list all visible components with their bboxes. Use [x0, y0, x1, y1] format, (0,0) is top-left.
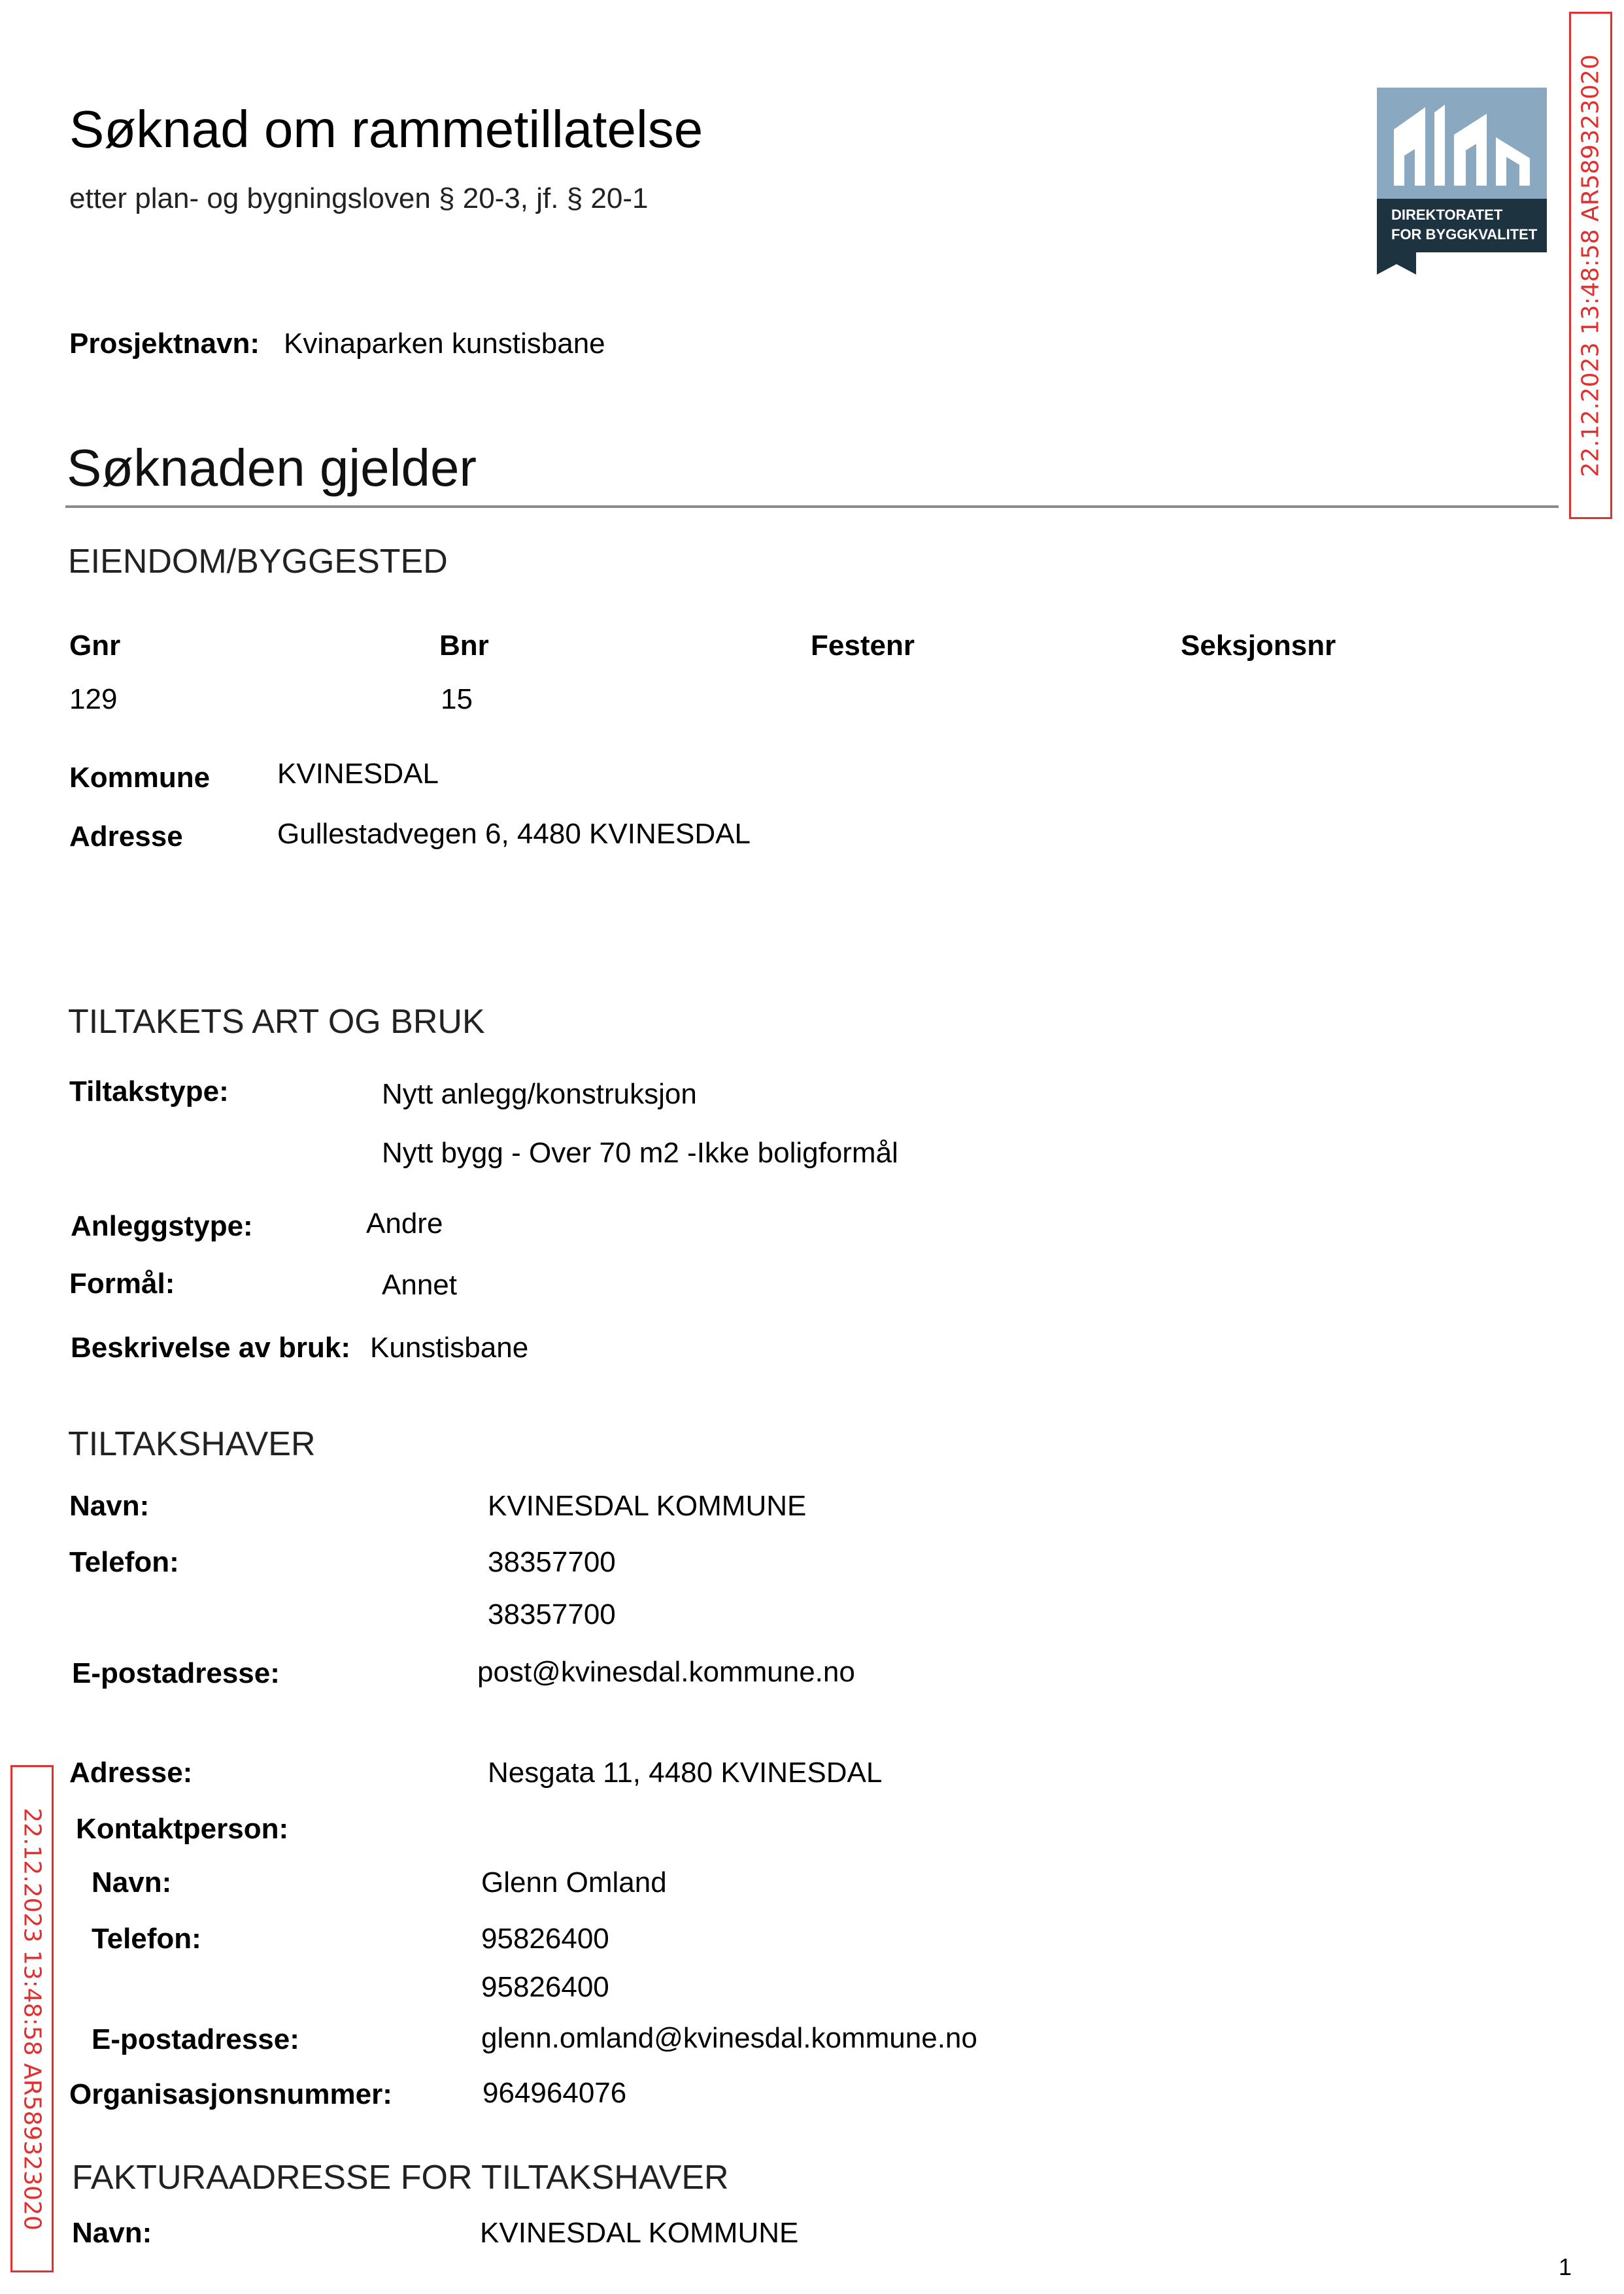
document-subtitle: etter plan- og bygningsloven § 20-3, jf. § 20-1 — [69, 182, 649, 214]
kommune-value: KVINESDAL — [277, 758, 439, 790]
tiltakshaver-epost-value: post@kvinesdal.kommune.no — [477, 1656, 855, 1688]
tiltakshaver-telefon-value-1: 38357700 — [488, 1546, 616, 1578]
tiltakstype-value-2: Nytt bygg - Over 70 m2 -Ikke boligformål — [382, 1137, 898, 1169]
tiltakshaver-adresse-value: Nesgata 11, 4480 KVINESDAL — [488, 1757, 883, 1789]
document-title: Søknad om rammetillatelse — [69, 100, 703, 158]
date-stamp-top: 22.12.2023 13:48:58 AR589323020 — [1569, 12, 1612, 519]
beskrivelse-label: Beskrivelse av bruk: — [71, 1332, 351, 1364]
orgnr-label: Organisasjonsnummer: — [69, 2078, 392, 2110]
project-name-value: Kvinaparken kunstisbane — [284, 328, 605, 360]
section-divider — [65, 505, 1559, 508]
tiltakshaver-navn-label: Navn: — [69, 1490, 150, 1522]
formal-label: Formål: — [69, 1268, 175, 1300]
kontakt-navn-value: Glenn Omland — [481, 1866, 667, 1898]
section-title: Søknaden gjelder — [67, 439, 477, 497]
kontakt-epost-value: glenn.omland@kvinesdal.kommune.no — [481, 2022, 977, 2054]
anleggstype-label: Anleggstype: — [71, 1210, 253, 1242]
eiendom-heading: EIENDOM/BYGGESTED — [68, 543, 448, 581]
kontakt-telefon-value-1: 95826400 — [481, 1923, 609, 1955]
festenr-label: Festenr — [811, 630, 915, 662]
tiltakstype-label: Tiltakstype: — [69, 1075, 229, 1107]
logo-text-line1: DIREKTORATET — [1391, 207, 1503, 223]
bnr-label: Bnr — [439, 630, 489, 662]
tiltak-heading: TILTAKETS ART OG BRUK — [68, 1003, 485, 1041]
dibk-logo — [1377, 88, 1547, 275]
logo-text-line2: FOR BYGGKVALITET — [1391, 226, 1538, 243]
kontaktperson-label: Kontaktperson: — [76, 1813, 289, 1845]
date-stamp-bottom: 22.12.2023 13:48:58 AR589323020 — [10, 1765, 54, 2272]
adresse-label: Adresse — [69, 820, 183, 852]
kommune-label: Kommune — [69, 762, 211, 794]
seksjonsnr-label: Seksjonsnr — [1181, 630, 1336, 662]
faktura-navn-label: Navn: — [72, 2217, 152, 2249]
anleggstype-value: Andre — [366, 1207, 443, 1240]
tiltakshaver-navn-value: KVINESDAL KOMMUNE — [488, 1490, 807, 1522]
tiltakshaver-heading: TILTAKSHAVER — [68, 1425, 316, 1463]
adresse-value: Gullestadvegen 6, 4480 KVINESDAL — [277, 818, 751, 850]
tiltakshaver-telefon-value-2: 38357700 — [488, 1598, 616, 1630]
page-number: 1 — [1559, 2253, 1572, 2280]
tiltakshaver-telefon-label: Telefon: — [69, 1546, 179, 1578]
gnr-value: 129 — [69, 683, 118, 715]
formal-value: Annet — [382, 1269, 457, 1301]
kontakt-telefon-label: Telefon: — [92, 1923, 201, 1955]
kontakt-navn-label: Navn: — [92, 1866, 172, 1898]
tiltakshaver-epost-label: E-postadresse: — [72, 1657, 280, 1689]
kontakt-epost-label: E-postadresse: — [92, 2023, 299, 2055]
faktura-heading: FAKTURAADRESSE FOR TILTAKSHAVER — [72, 2159, 729, 2197]
tiltakshaver-adresse-label: Adresse: — [69, 1757, 193, 1789]
orgnr-value: 964964076 — [482, 2077, 627, 2109]
faktura-navn-value: KVINESDAL KOMMUNE — [480, 2217, 799, 2249]
bnr-value: 15 — [441, 683, 473, 715]
project-name-label: Prosjektnavn: — [69, 328, 260, 360]
gnr-label: Gnr — [69, 630, 121, 662]
beskrivelse-value: Kunstisbane — [370, 1332, 529, 1364]
kontakt-telefon-value-2: 95826400 — [481, 1971, 609, 2003]
tiltakstype-value-1: Nytt anlegg/konstruksjon — [382, 1078, 697, 1110]
